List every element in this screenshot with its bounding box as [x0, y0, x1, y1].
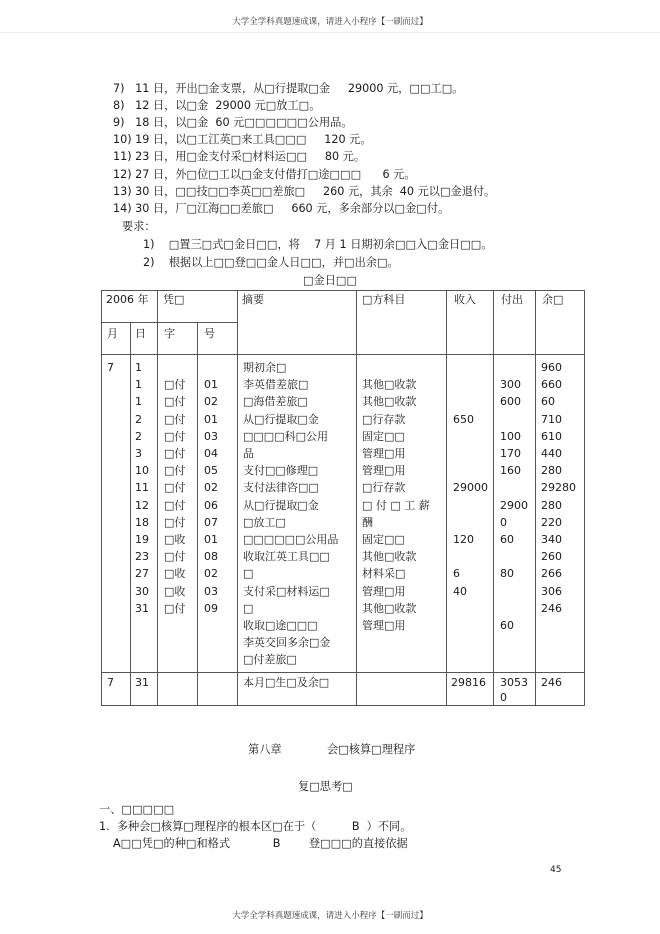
header-day: 日: [135, 327, 146, 340]
table-cell: □行存款: [362, 481, 406, 495]
total-month: 7: [107, 676, 114, 689]
column-divider: [446, 290, 447, 706]
table-cell: □付: [164, 515, 186, 529]
header-bottom-line: [101, 354, 585, 355]
table-cell: 40: [453, 584, 467, 598]
table-cell: 60: [500, 533, 514, 546]
header-year: 2006 年: [106, 293, 149, 306]
table-border-left: [101, 290, 102, 706]
table-cell: □付: [164, 550, 186, 564]
table-cell: 收取□途□□□: [243, 619, 318, 632]
table-cell: 其他□收款: [362, 395, 417, 409]
requirement-item: 2) 根据以上□□登□□金人日□□，并□出余□。: [143, 256, 399, 269]
table-cell: 246: [541, 601, 562, 615]
table-cell: 340: [541, 533, 562, 546]
table-cell: □付: [164, 601, 186, 615]
column-divider: [535, 290, 536, 706]
table-cell: 固定□□: [362, 533, 405, 546]
header-voucher: 凭□: [163, 293, 185, 306]
table-cell: 管理□用: [362, 464, 406, 478]
table-cell: 04: [204, 447, 218, 460]
table-cell: 支付□□修理□: [243, 464, 319, 478]
table-cell: □付差旅□: [243, 653, 297, 667]
table-cell: □付: [164, 429, 186, 443]
table-cell: 600: [500, 395, 521, 409]
list-item: 13) 30 日，□□技□□李英□□差旅□ 260 元，其余 40 元以□金退付。: [113, 185, 496, 198]
question-options: A□□凭□的种□和格式 B 登□□□的直接依据: [113, 837, 408, 850]
table-cell: 管理□用: [362, 619, 406, 632]
table-cell: 12: [135, 498, 149, 512]
chapter-title: 会□核算□理程序: [327, 743, 416, 756]
total-expense-line1: 3053: [500, 676, 528, 689]
table-cell: □付: [164, 412, 186, 426]
table-cell: 650: [453, 412, 474, 426]
total-expense-line2: 0: [500, 691, 507, 704]
table-cell: 300: [500, 378, 521, 392]
table-cell: 02: [204, 481, 218, 495]
section-heading: 一、□□□□□: [99, 803, 175, 816]
table-cell: 60: [541, 395, 555, 409]
list-item: 14) 30 日，厂□江海□□差旅□ 660 元，多余部分以□金□付。: [113, 202, 450, 215]
table-cell: □收: [164, 584, 186, 598]
header-summary: 摘要: [242, 293, 264, 306]
table-cell: 100: [500, 429, 521, 443]
column-divider: [493, 290, 494, 706]
table-cell: 期初余□: [243, 361, 287, 374]
table-cell: 2900: [500, 498, 528, 512]
table-cell: 支付法律咨□□: [243, 481, 319, 495]
table-cell: □付: [164, 498, 186, 512]
table-cell: 27: [135, 567, 149, 581]
table-cell: □付: [164, 447, 186, 460]
list-item: 10) 19 日，以□工江英□来工具□□□ 120 元。: [113, 133, 372, 146]
total-row-line: [101, 672, 585, 673]
table-cell: 0: [500, 515, 507, 529]
table-cell: 李英借差旅□: [243, 378, 309, 392]
table-cell: 660: [541, 378, 562, 392]
table-cell: 280: [541, 464, 562, 478]
table-cell: 19: [135, 533, 149, 546]
table-cell: 30: [135, 584, 149, 598]
table-cell: □付: [164, 481, 186, 495]
table-cell: 2: [135, 412, 142, 426]
footer-watermark: 大学全学科真题速成课，请进入小程序【一刷而过】: [232, 911, 428, 921]
table-cell: 440: [541, 447, 562, 460]
table-cell: □ 付 □ 工 薪: [362, 498, 430, 512]
table-cell: □: [243, 567, 254, 581]
table-cell: 02: [204, 395, 218, 409]
table-cell: 06: [204, 498, 218, 512]
header-number: 号: [204, 327, 215, 340]
table-cell: 01: [204, 412, 218, 426]
table-cell: 01: [204, 533, 218, 546]
table-cell: 10: [135, 464, 149, 478]
table-cell: 1: [135, 395, 142, 409]
list-item: 12) 27 日，外□位□工以□金支付借打□途□□□ 6 元。: [113, 168, 416, 181]
table-cell: □□□□□□公用品: [243, 533, 339, 546]
table-cell: 其他□收款: [362, 550, 417, 564]
requirement-item: 1) □置三□式□金日□□，将 7 月 1 日期初余□□入□金日□□。: [143, 238, 493, 251]
table-cell: 02: [204, 567, 218, 581]
table-cell: 160: [500, 464, 521, 478]
table-cell: 23: [135, 550, 149, 564]
table-cell: 其他□收款: [362, 378, 417, 392]
table-cell: 08: [204, 550, 218, 564]
header-type: 字: [164, 327, 175, 340]
table-cell: 品: [243, 447, 254, 460]
column-divider: [356, 290, 357, 706]
chapter-subtitle: 复□思考□: [298, 780, 353, 793]
table-cell: 610: [541, 429, 562, 443]
table-cell: 1: [135, 378, 142, 392]
table-cell: 01: [204, 378, 218, 392]
table-cell: □付: [164, 464, 186, 478]
table-cell: 80: [500, 567, 514, 581]
column-divider: [237, 290, 238, 706]
total-summary: 本月□生□及余□: [243, 676, 330, 689]
table-cell: □海借差旅□: [243, 395, 308, 409]
table-cell: 260: [541, 550, 562, 564]
table-cell: 29000: [453, 481, 488, 495]
table-border-right: [584, 290, 585, 706]
table-cell: □收: [164, 533, 186, 546]
table-cell: □收: [164, 567, 186, 581]
table-cell: □行存款: [362, 412, 406, 426]
table-cell: 其他□收款: [362, 601, 417, 615]
table-cell: 60: [500, 619, 514, 632]
table-cell: 11: [135, 481, 149, 495]
table-cell: 酬: [362, 515, 373, 529]
table-cell: 从□行提取□金: [243, 412, 319, 426]
table-cell: □付: [164, 395, 186, 409]
table-cell: 2: [135, 429, 142, 443]
table-cell: 管理□用: [362, 584, 406, 598]
header-month: 月: [107, 327, 118, 340]
question-text: 1. 多种会□核算□理程序的根本区□在于（ B ）不同。: [99, 820, 412, 833]
column-divider: [197, 322, 198, 706]
list-item: 8) 12 日，以□金 29000 元□放工□。: [113, 99, 321, 112]
table-border-bottom: [101, 705, 585, 706]
table-cell: 31: [135, 601, 149, 615]
table-cell: 支付采□材料运□: [243, 584, 330, 598]
chapter-number: 第八章: [248, 743, 282, 756]
table-cell: 280: [541, 498, 562, 512]
header-expense: 付出: [501, 293, 523, 306]
header-income: 收入: [454, 293, 476, 306]
table-cell: 306: [541, 584, 562, 598]
header-balance: 余□: [542, 293, 564, 306]
table-cell: 李英交回多余□金: [243, 636, 331, 650]
table-cell: 18: [135, 515, 149, 529]
table-cell: 07: [204, 515, 218, 529]
page-number: 45: [550, 865, 562, 875]
table-cell: 1: [135, 361, 142, 374]
column-divider: [157, 290, 158, 706]
table-cell: 收取江英工具□□: [243, 550, 330, 564]
list-item: 11) 23 日，用□金支付采□材料运□□ 80 元。: [113, 150, 366, 163]
column-divider: [130, 322, 131, 706]
table-cell: 05: [204, 464, 218, 478]
table-cell: 170: [500, 447, 521, 460]
total-income: 29816: [451, 676, 486, 689]
table-cell: 710: [541, 412, 562, 426]
table-cell: □: [243, 601, 254, 615]
table-cell: 220: [541, 515, 562, 529]
table-cell: □□□□科□公用: [243, 429, 328, 443]
header-divider: [0, 32, 660, 33]
total-balance: 246: [541, 676, 562, 689]
table-cell: 120: [453, 533, 474, 546]
table-cell: 29280: [541, 481, 576, 495]
table-cell: 材料采□: [362, 567, 406, 581]
table-cell: 03: [204, 584, 218, 598]
list-item: 9) 18 日，以□金 60 元□□□□□□公用品。: [113, 116, 353, 129]
table-cell: 03: [204, 429, 218, 443]
table-cell: □放工□: [243, 515, 286, 529]
cash-journal-table: [101, 290, 585, 706]
table-cell: 管理□用: [362, 447, 406, 460]
header-watermark: 大学全学科真题速成课，请进入小程序【一刷而过】: [232, 17, 428, 27]
list-item: 7) 11 日，开出□金支票，从□行提取□金 29000 元，□□工□。: [113, 82, 464, 95]
header-account: □方科目: [362, 293, 406, 306]
table-cell: 3: [135, 447, 142, 460]
table-title: □金日□□: [302, 274, 358, 287]
table-cell: 从□行提取□金: [243, 498, 319, 512]
table-cell: □付: [164, 378, 186, 392]
table-cell: 09: [204, 601, 218, 615]
table-cell: 固定□□: [362, 429, 405, 443]
table-cell: 266: [541, 567, 562, 581]
header-divider-line: [101, 322, 237, 323]
total-day: 31: [135, 676, 149, 689]
table-cell: 7: [107, 361, 114, 374]
table-cell: 6: [453, 567, 460, 581]
table-cell: 960: [541, 361, 562, 374]
requirements-label: 要求：: [122, 220, 156, 233]
